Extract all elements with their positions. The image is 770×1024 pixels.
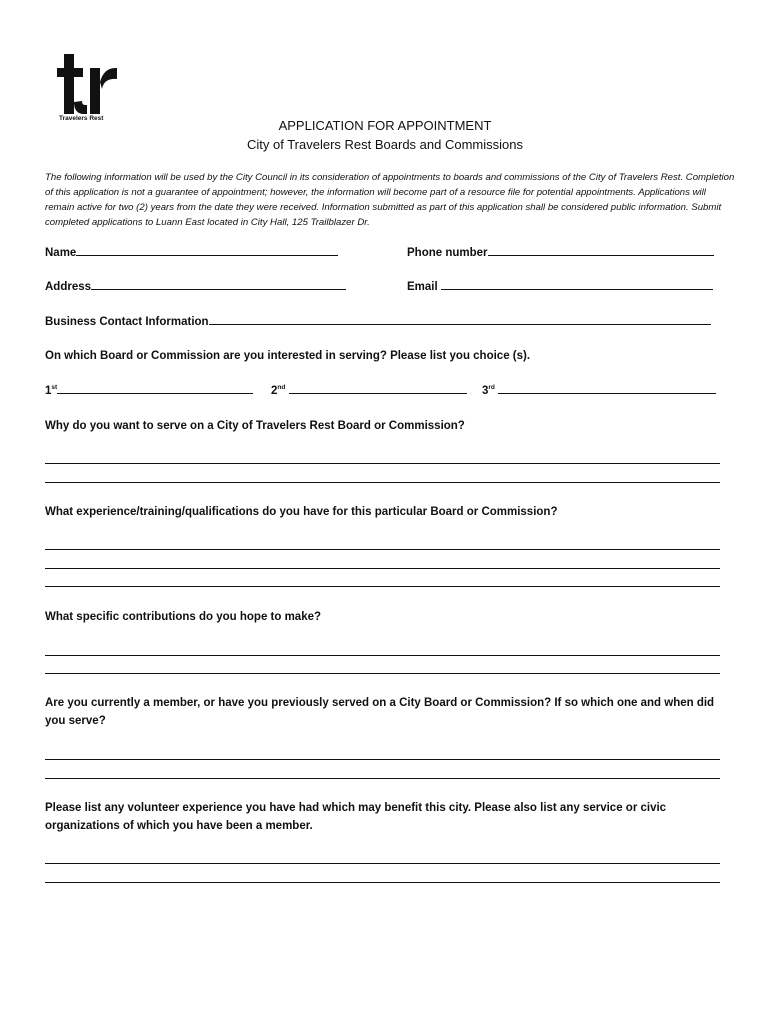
second-choice-field[interactable] bbox=[271, 382, 467, 397]
second-choice-sup: nd bbox=[277, 384, 286, 392]
intro-paragraph: The following information will be used by the City Council in its consideration of appointments to boards and commissions of the City of Travelers Rest. Completion of this application is not a guarantee of appointment; however, the information will become part of a resource file for potential appointments. Applications will remain active for two (2) years from the date they were received. Information submitted as part of this application shall be considered public information. Submit completed applications to Luann East located in City Hall, 125 Trailblazer Dr. bbox=[45, 172, 735, 228]
why-answer-line[interactable] bbox=[45, 463, 720, 464]
contributions-question: What specific contributions do you hope to make? bbox=[45, 611, 322, 623]
experience-answer-line[interactable] bbox=[45, 586, 720, 587]
third-choice-field[interactable] bbox=[482, 382, 716, 397]
third-choice-label: 3 bbox=[482, 385, 489, 397]
business-contact-label: Business Contact Information bbox=[45, 316, 209, 328]
form-subtitle: City of Travelers Rest Boards and Commissions bbox=[247, 137, 523, 152]
member-answer-line[interactable] bbox=[45, 778, 720, 779]
name-field[interactable] bbox=[45, 244, 338, 259]
phone-label: Phone number bbox=[407, 247, 488, 259]
first-choice-sup: st bbox=[51, 384, 58, 392]
email-field[interactable] bbox=[407, 278, 713, 293]
why-answer-line[interactable] bbox=[45, 482, 720, 483]
phone-line[interactable] bbox=[488, 244, 714, 256]
contributions-answer-line[interactable] bbox=[45, 655, 720, 656]
phone-field[interactable] bbox=[407, 244, 714, 259]
logo-wordmark: Travelers Rest bbox=[59, 115, 104, 122]
name-line[interactable] bbox=[76, 244, 338, 256]
address-line[interactable] bbox=[91, 278, 346, 290]
experience-question: What experience/training/qualifications do you have for this particular Board or Commission? bbox=[45, 506, 558, 518]
volunteer-answer-line[interactable] bbox=[45, 863, 720, 864]
experience-answer-line[interactable] bbox=[45, 568, 720, 569]
first-choice-line[interactable] bbox=[57, 382, 253, 394]
business-contact-field[interactable] bbox=[45, 313, 711, 328]
address-label: Address bbox=[45, 281, 92, 293]
volunteer-answer-line[interactable] bbox=[45, 882, 720, 883]
address-field[interactable] bbox=[45, 278, 346, 293]
contributions-answer-line[interactable] bbox=[45, 673, 720, 674]
first-choice-label: 1 bbox=[45, 385, 52, 397]
travelers-rest-logo bbox=[57, 52, 117, 116]
member-question: Are you currently a member, or have you previously served on a City Board or Commission? If so which one and when did you serve? bbox=[45, 697, 715, 727]
second-choice-line[interactable] bbox=[289, 382, 467, 394]
email-line[interactable] bbox=[441, 278, 713, 290]
third-choice-sup: rd bbox=[488, 384, 495, 392]
email-label: Email bbox=[407, 281, 438, 293]
why-question: Why do you want to serve on a City of Travelers Rest Board or Commission? bbox=[45, 420, 465, 432]
form-title: APPLICATION FOR APPOINTMENT bbox=[278, 118, 492, 133]
third-choice-line[interactable] bbox=[498, 382, 716, 394]
experience-answer-line[interactable] bbox=[45, 549, 720, 550]
second-choice-label: 2 bbox=[271, 385, 278, 397]
business-contact-line[interactable] bbox=[209, 313, 711, 325]
volunteer-question: Please list any volunteer experience you have had which may benefit this city. Please also list any service or civic organizations of which you have been a member. bbox=[45, 802, 667, 832]
name-label: Name bbox=[45, 247, 77, 259]
board-choice-prompt: On which Board or Commission are you interested in serving? Please list you choice (s). bbox=[45, 350, 531, 362]
member-answer-line[interactable] bbox=[45, 759, 720, 760]
first-choice-field[interactable] bbox=[45, 382, 253, 397]
